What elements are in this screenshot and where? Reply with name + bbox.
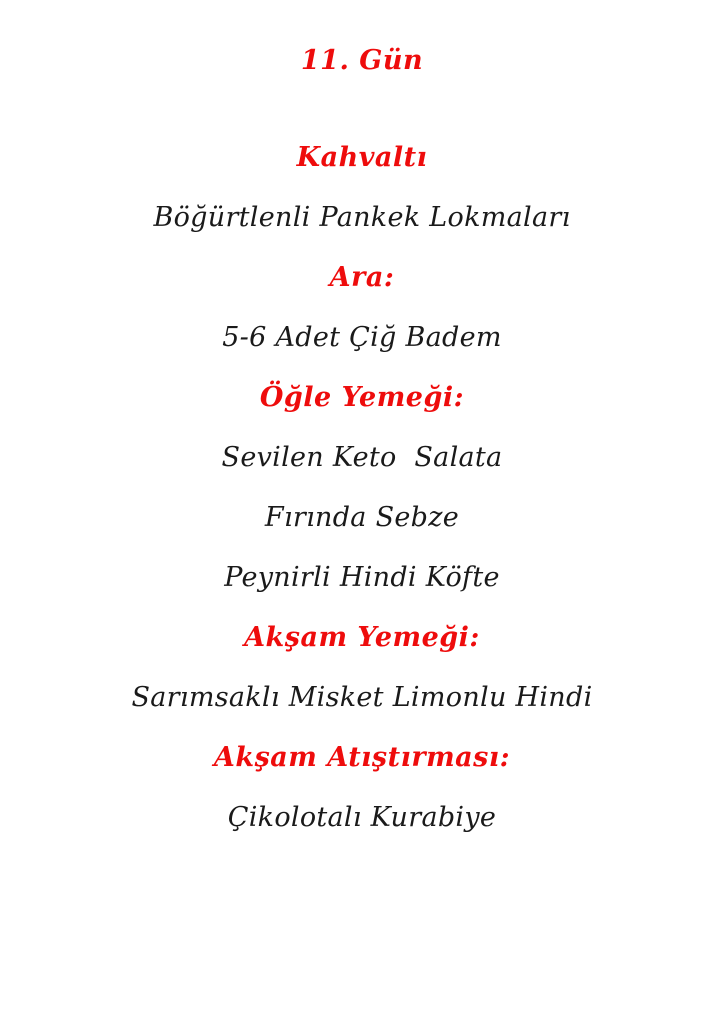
menu-item: Sevilen Keto Salata — [221, 441, 503, 473]
title-gap — [0, 91, 724, 128]
menu-item: Fırında Sebze — [264, 501, 460, 533]
menu-item: Böğürtlenli Pankek Lokmaları — [153, 201, 571, 233]
section-heading-dinner: Akşam Yemeği: — [244, 621, 480, 653]
section-heading-breakfast: Kahvaltı — [296, 141, 428, 173]
section-heading-lunch: Öğle Yemeği: — [259, 381, 465, 413]
menu-item: Çikolotalı Kurabiye — [227, 801, 497, 833]
menu-item: Peynirli Hindi Köfte — [224, 561, 500, 593]
menu-item: 5-6 Adet Çiğ Badem — [222, 321, 502, 353]
section-heading-evening-snack: Akşam Atıştırması: — [213, 741, 511, 773]
day-title: 11. Gün — [300, 44, 424, 76]
menu-item: Sarımsaklı Misket Limonlu Hindi — [131, 681, 593, 713]
section-heading-snack: Ara: — [329, 261, 395, 293]
